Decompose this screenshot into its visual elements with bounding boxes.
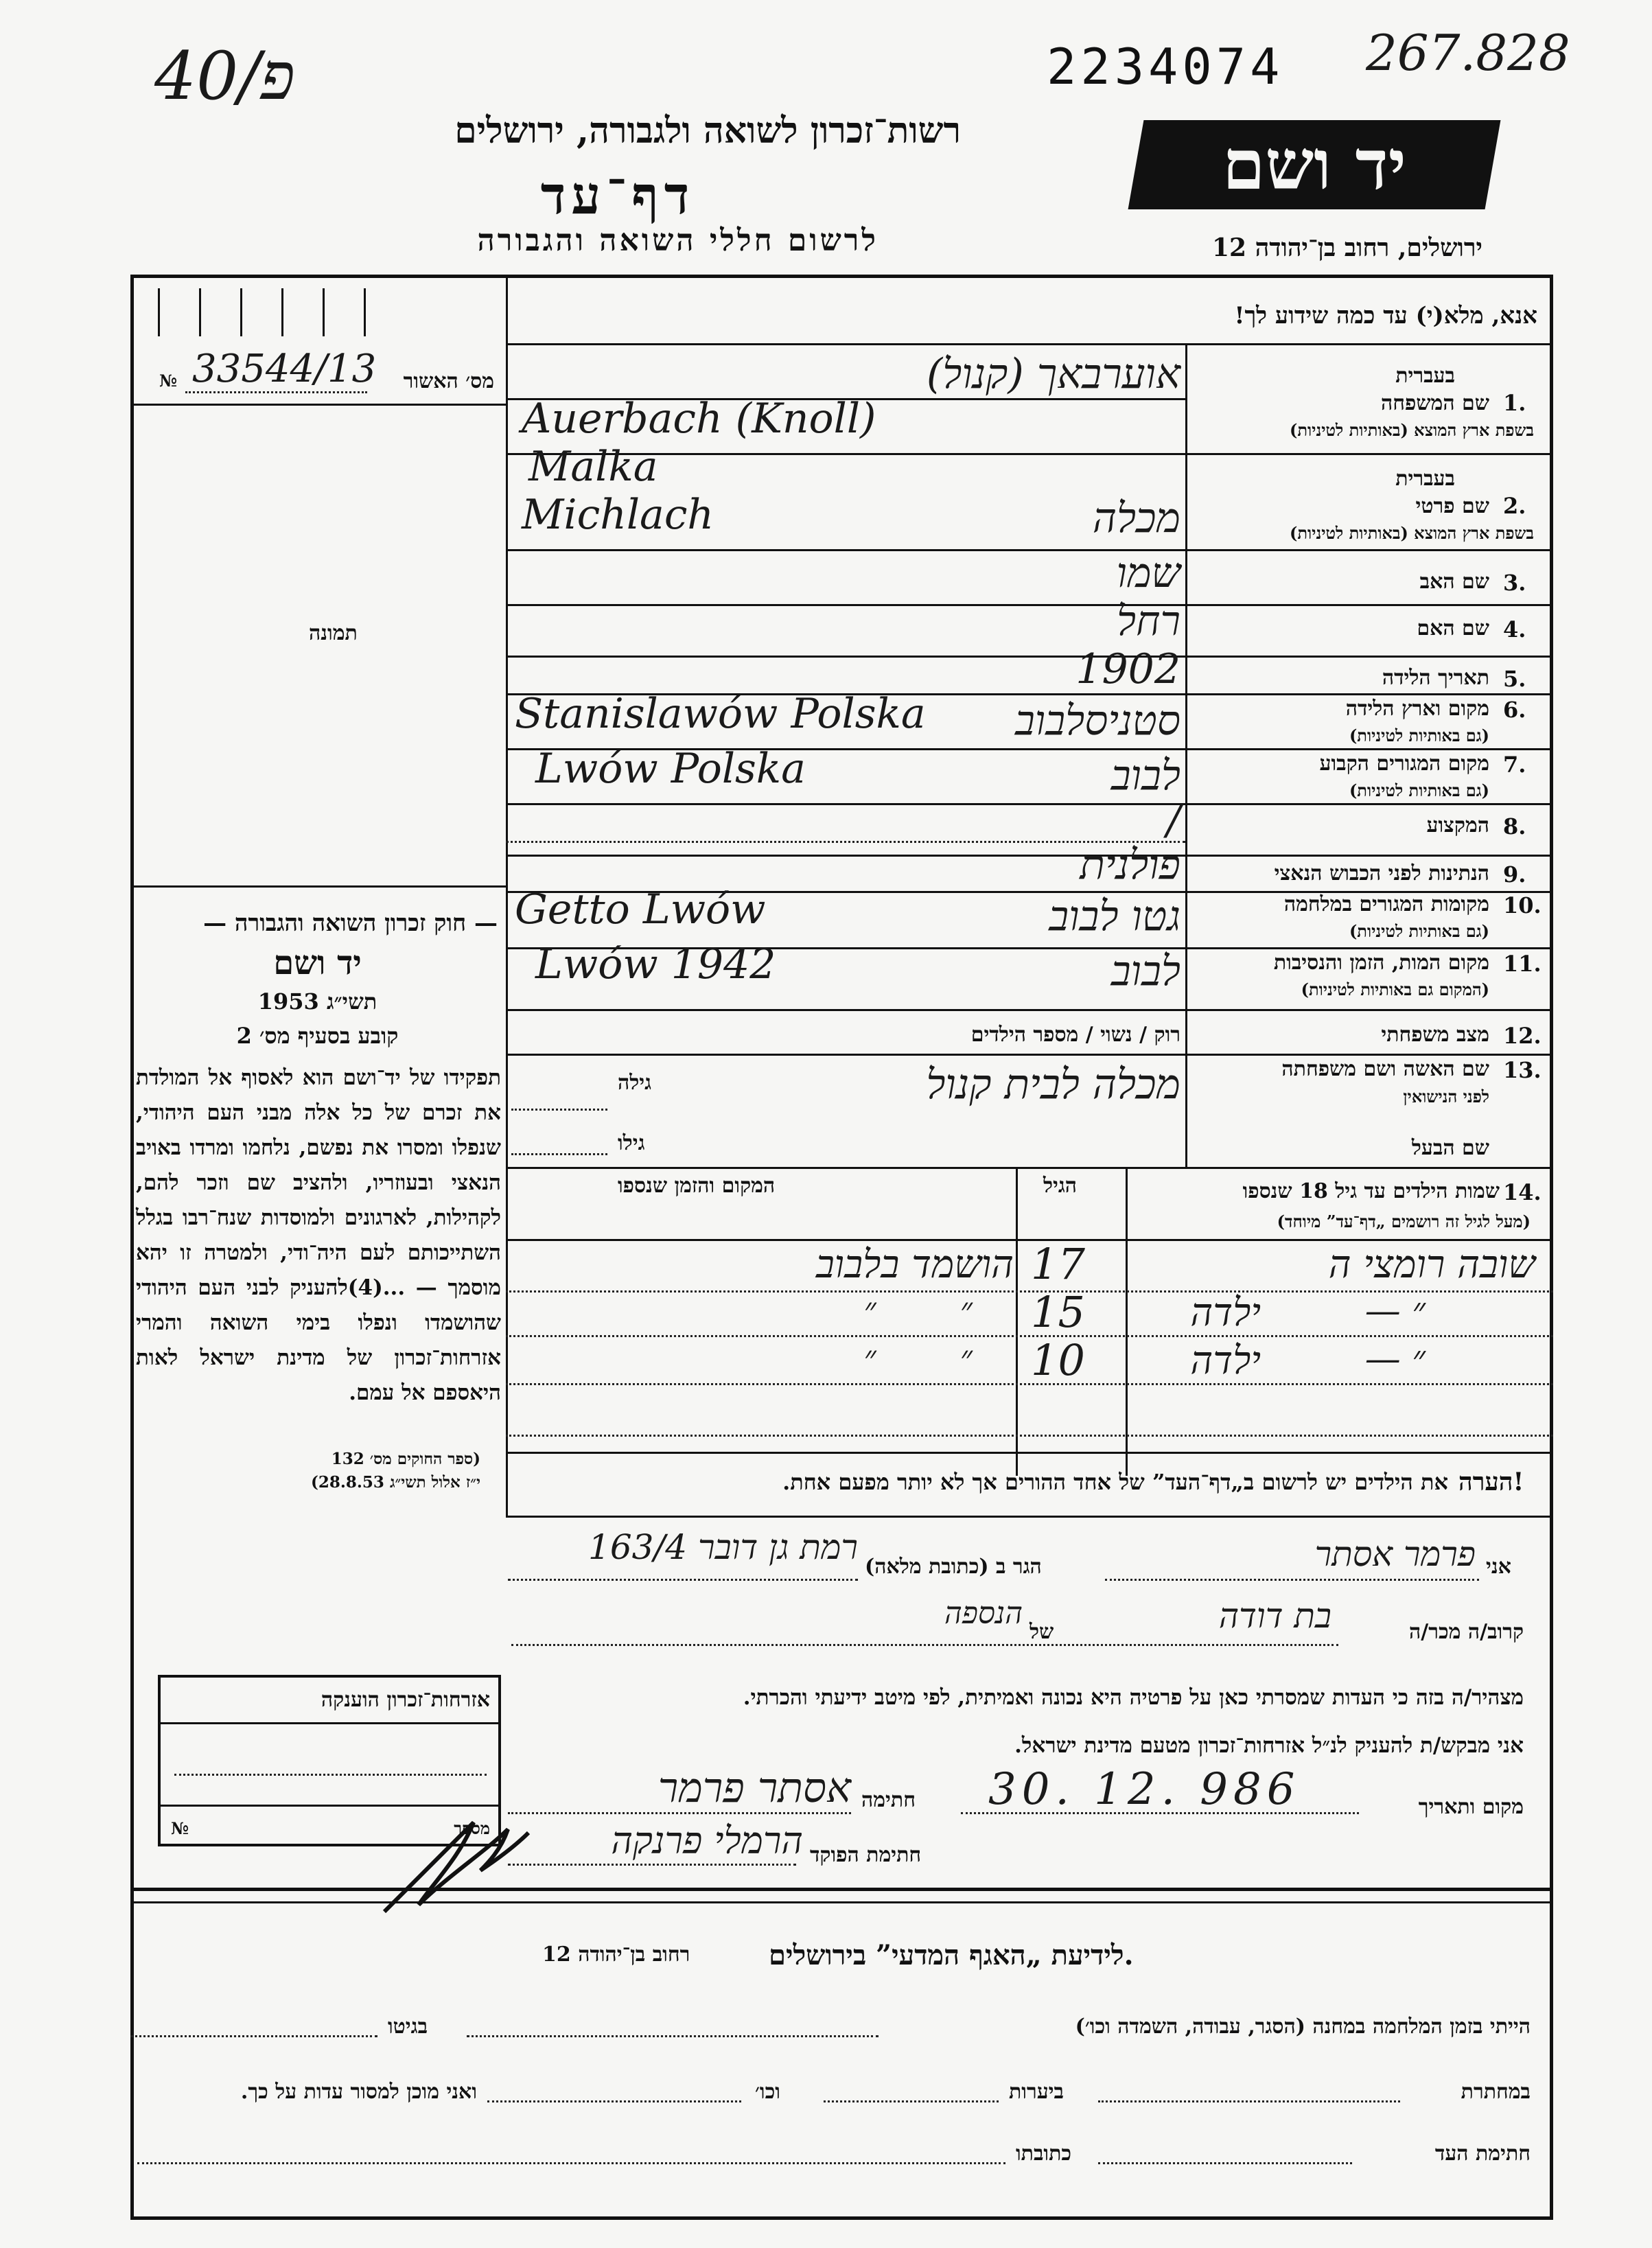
authority-name: רשות־זכרון לשואה ולגבורה, ירושלים xyxy=(454,110,961,152)
footer-line2-c: וכו׳ xyxy=(755,2080,780,2104)
law-source: (ספר החוקים מס׳ 132 xyxy=(331,1450,480,1468)
declarant-relation[interactable]: בת דודה xyxy=(1218,1596,1331,1636)
form-subtitle: לרשום חללי השואה והגבורה xyxy=(477,223,879,258)
footer-line1-label: הייתי בזמן המלחמה במחנה (הסגר, עבודה, השמדה וכו׳) xyxy=(1075,2015,1531,2039)
field11-num: 11. xyxy=(1503,951,1542,977)
field13-label: שם האשה ושם משפחתה xyxy=(1281,1057,1489,1081)
institution-address: ירושלים, רחוב בן־יהודה 12 xyxy=(1211,233,1482,262)
field6-label: מקום וארץ הלידה xyxy=(1345,697,1489,721)
field12-num: 12. xyxy=(1503,1023,1542,1049)
field6-value[interactable]: סטניסלבוב xyxy=(1015,697,1180,745)
field7-latin-value[interactable]: Lwów Polska xyxy=(535,745,806,793)
field9-num: 9. xyxy=(1503,861,1526,888)
field7-value[interactable]: לבוב xyxy=(1110,752,1180,800)
field4-label: שם האם xyxy=(1417,616,1489,640)
child-name[interactable]: ילדה xyxy=(1190,1290,1261,1335)
child-name-prefix[interactable]: ״ — xyxy=(1364,1339,1426,1380)
children-subtitle: (מעל לגיל זה רושמים „דף־עד” מיוחד) xyxy=(1277,1212,1531,1231)
footer-line3-a: חתימת העד xyxy=(1434,2142,1531,2166)
field2-latin-value-2[interactable]: Michlach xyxy=(522,491,714,539)
field10-sub: (גם באותיות לטיניות) xyxy=(1349,921,1489,941)
field11-sub: (המקום גם באותיות לטיניות) xyxy=(1301,980,1489,999)
declarant-residing-label: הגר ב (כתובת מלאה) xyxy=(865,1555,1042,1579)
instruction-text: אנא, מלא(י) עד כמה שידוע לך! xyxy=(1234,302,1537,329)
note-text: את הילדים יש לרשום ב„דף־העד” של אחד ההורים אך לא יותר מפעם אחת. xyxy=(782,1469,1448,1495)
field4-value[interactable]: רחל xyxy=(1116,597,1180,645)
field13-husband-tag: שם הבעל xyxy=(1411,1136,1489,1160)
approval-number[interactable]: 33544/13 xyxy=(192,347,377,391)
declarant-relation-label: קרוב/ה מכר/ה xyxy=(1409,1620,1524,1644)
citizenship-title: אזרחות־זכרון הוענקה xyxy=(321,1688,490,1712)
field3-num: 3. xyxy=(1503,570,1526,596)
field2-sub: בשפת ארץ המוצא (באותיות לטיניות) xyxy=(1290,523,1534,543)
declarant-ani: אני xyxy=(1486,1555,1511,1579)
field13-wife-tag: גילה xyxy=(618,1071,652,1095)
children-col-age: הגיל xyxy=(1043,1174,1078,1198)
field5-value[interactable]: 1902 xyxy=(1075,645,1180,693)
footer-line1-end: בגיטו xyxy=(388,2015,428,2039)
field11-label: מקום המות, הזמן והנסיבות xyxy=(1273,951,1489,975)
note-label: הערה! xyxy=(1458,1468,1524,1496)
citizenship-number-label: מספר xyxy=(454,1818,490,1838)
field6-latin-value[interactable]: Stanislawów Polska xyxy=(515,690,926,738)
footer-address: רחוב בן־יהודה 12 xyxy=(542,1943,690,1967)
field13-num: 13. xyxy=(1503,1057,1542,1083)
child-name[interactable]: שובה רומצי ה xyxy=(1328,1242,1535,1287)
child-age[interactable]: 10 xyxy=(1031,1335,1085,1385)
child-place[interactable]: ״ ״ xyxy=(863,1339,973,1377)
field1-num: 1. xyxy=(1503,390,1526,416)
declarant-of-label: של xyxy=(1029,1620,1054,1644)
field7-sub: (גם באותיות לטיניות) xyxy=(1349,780,1489,800)
children-row xyxy=(506,1287,1553,1345)
document-number: 2234074 xyxy=(1047,38,1284,95)
field1-label: שם המשפחה xyxy=(1380,391,1489,415)
field2-hebrew-tag: בעברית xyxy=(1395,467,1455,491)
field2-label: שם פרטי xyxy=(1415,494,1489,518)
field1-latin-value[interactable]: Auerbach (Knoll) xyxy=(522,395,876,443)
signature-label: חתימה xyxy=(861,1788,916,1812)
field10-num: 10. xyxy=(1503,892,1542,918)
approval-boxes xyxy=(158,288,487,336)
field5-label: תאריך הלידה xyxy=(1382,666,1489,690)
footer-line2-a: במחתרת xyxy=(1461,2080,1531,2104)
law-year-line xyxy=(137,988,498,1015)
law-title: — חוק זכרון השואה והגבורה — xyxy=(203,909,498,937)
photo-label: תמונה xyxy=(309,621,358,645)
law-year-heb: תשי״ג xyxy=(326,988,377,1015)
logo-text: יד ושם xyxy=(1222,124,1406,205)
child-place[interactable]: ״ ״ xyxy=(863,1290,973,1329)
place-date-label: מקום ותאריך xyxy=(1418,1795,1524,1819)
field1-hebrew-value[interactable]: אוערבאך (קנול) xyxy=(926,350,1180,398)
child-age[interactable]: 17 xyxy=(1031,1239,1085,1289)
field6-num: 6. xyxy=(1503,697,1526,723)
declarant-name[interactable]: פרמר אסתר xyxy=(1314,1534,1476,1574)
field9-label: הנתינות לפני הכבוש הנאצי xyxy=(1274,861,1489,885)
field10-label: מקומות המגורים במלחמה xyxy=(1283,892,1489,916)
field2-hebrew-value[interactable]: מכלה xyxy=(1092,494,1180,542)
declarant-signature[interactable]: אסתר פרמר xyxy=(658,1764,851,1812)
field10-value[interactable]: גטו לבוב xyxy=(1049,892,1180,940)
field1-sub: בשפת ארץ המוצא (באותיות לטיניות) xyxy=(1290,420,1534,440)
footer-line3-b: כתובתו xyxy=(1016,2142,1072,2166)
field6-sub: (גם באותיות לטיניות) xyxy=(1349,726,1489,745)
field1-hebrew-tag: בעברית xyxy=(1395,364,1455,388)
child-name-prefix[interactable]: ״ — xyxy=(1364,1290,1426,1332)
field2-num: 2. xyxy=(1503,493,1526,519)
field3-label: שם האב xyxy=(1419,570,1489,594)
footer-line2-b: ביערות xyxy=(1009,2080,1065,2104)
field9-value[interactable]: פולנית xyxy=(1080,841,1180,889)
law-text: תפקידו של יד־ושם הוא לאסוף אל המולדת את זכרם של כל אלה מבני העם היהודי, שנפלו ומסרו את נפשם, נלחמו ומרדו באויב הנאצי ובעוזריו, ולהציב שם וזכר להם, לקהילות, לארגונים ולמוסדות שנח־רבו בגלל השתייכותם לעם היה־ודי, ולמטרה זו יהא מוסמך — ...(4)להעניק לבני העם היהודי שהושמדו ונפלו בימי השואה והמרי אזרחות־זכרון של מדינת ישראל לאות היאספם אל עמם. xyxy=(136,1065,501,1405)
form-title: דף־עד xyxy=(540,165,695,226)
children-col-place: המקום והזמן שנספו xyxy=(618,1174,776,1198)
declarant-address[interactable]: רמת גן דובר 163/4 xyxy=(588,1527,858,1567)
citizenship-box xyxy=(158,1675,501,1846)
field11-latin-value[interactable]: Lwów 1942 xyxy=(535,940,776,988)
citizenship-request: אני מבקש/ת להעניק לנ״ל אזרחות־זכרון מטעם מדינת ישראל. xyxy=(1014,1733,1524,1758)
children-title: שמות הילדים עד גיל 18 שנספו xyxy=(1242,1179,1500,1203)
child-age[interactable]: 15 xyxy=(1031,1287,1085,1337)
field7-label: מקום המגורים הקבוע xyxy=(1319,752,1489,776)
child-name[interactable]: ילדה xyxy=(1190,1339,1261,1383)
children-num: 14. xyxy=(1503,1179,1542,1205)
field8-num: 8. xyxy=(1503,813,1526,839)
declaration-text: מצהיר/ה בזה כי העדות שמסרתי כאן על פרטיה היא נכונה ואמיתית, לפי מיטב ידיעתי והכרתי. xyxy=(743,1685,1524,1710)
field3-value[interactable]: שמו xyxy=(1116,549,1180,597)
field12-label: מצב משפחתי xyxy=(1381,1023,1489,1047)
yad-vashem-logo xyxy=(1128,120,1501,209)
handwritten-record-number: 267.828 xyxy=(1366,24,1570,82)
law-org: יד ושם xyxy=(273,944,362,982)
law-source-date: י״ז אלול תשי״ג 28.8.53) xyxy=(311,1473,480,1492)
officer-name[interactable]: הרמלי פרנקה xyxy=(611,1819,803,1862)
field10-latin-value[interactable]: Getto Lwów xyxy=(515,885,766,934)
officer-label: חתימת הפוקד xyxy=(810,1843,922,1867)
field11-value[interactable]: לבוב xyxy=(1110,947,1180,995)
law-year: 1953 xyxy=(257,988,319,1015)
declarant-of-value[interactable]: הנספה xyxy=(944,1596,1023,1631)
footer-line2-end: ואני מוכן למסור עדות על כך. xyxy=(240,2080,477,2104)
field13-sub: לפני הנישואין xyxy=(1403,1087,1489,1106)
child-place[interactable]: הושמד בלבוב xyxy=(815,1242,1014,1287)
handwritten-file-code: 40/פ xyxy=(154,38,295,115)
citizenship-no-sign: № xyxy=(171,1818,189,1838)
field8-value[interactable]: / xyxy=(1166,796,1180,844)
children-row xyxy=(506,1335,1553,1393)
approval-label: מס׳ האשור xyxy=(403,369,494,393)
field5-num: 5. xyxy=(1503,666,1526,692)
field8-label: המקצוע xyxy=(1426,813,1489,837)
field12-options: רוק / נשוי / מספר הילדים xyxy=(970,1023,1180,1047)
field4-num: 4. xyxy=(1503,616,1526,642)
law-clause: קובע בסעיף מס׳ 2 xyxy=(236,1023,399,1049)
field2-latin-value[interactable]: Malka xyxy=(528,443,658,491)
footer-title: לידיעת „האגף המדעי” בירושלים. xyxy=(769,1939,1134,1971)
declaration-date[interactable]: 30. 12. 986 xyxy=(988,1764,1301,1815)
field13-husband-age-tag: גילו xyxy=(618,1131,645,1155)
field7-num: 7. xyxy=(1503,752,1526,778)
field13-value[interactable]: מכלה לבית קנול xyxy=(926,1061,1180,1109)
approval-no-sign: № xyxy=(159,371,178,391)
